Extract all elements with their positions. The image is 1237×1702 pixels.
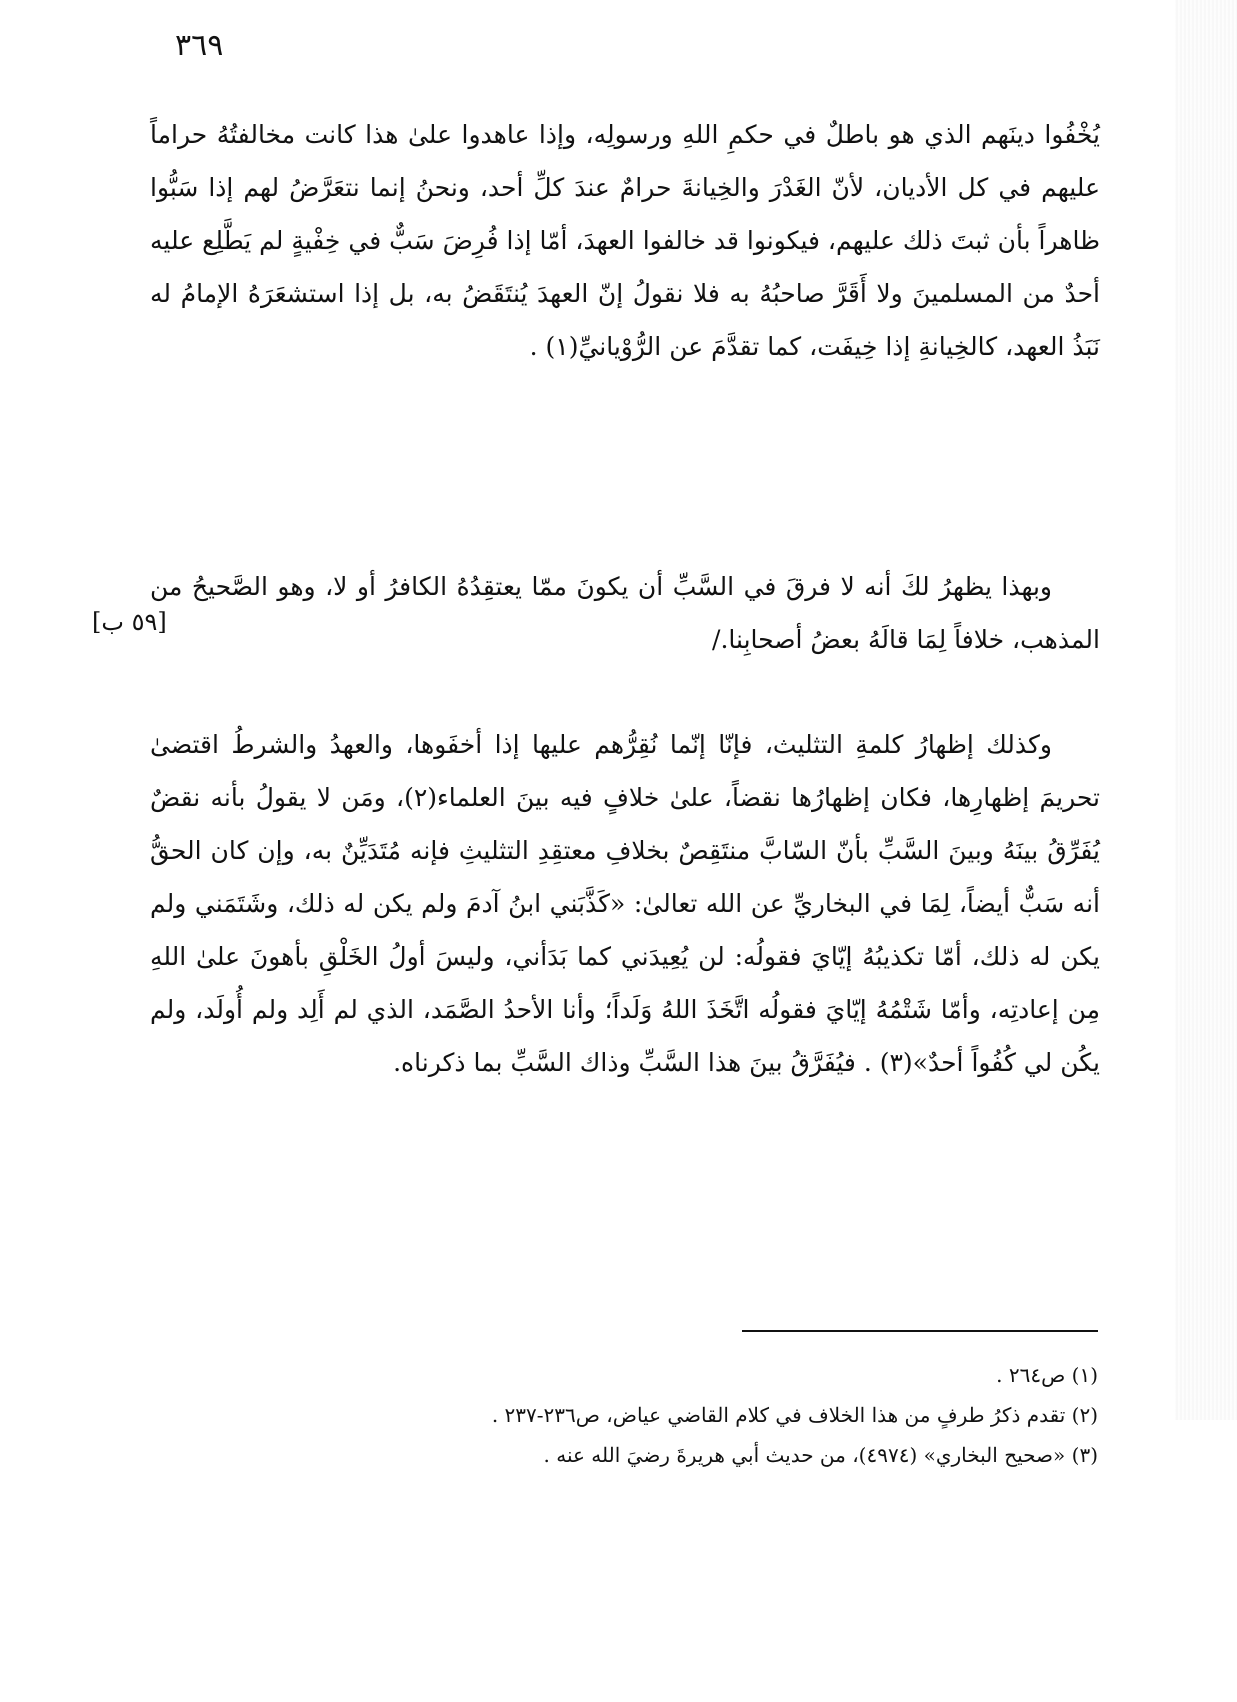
footnote-divider bbox=[742, 1330, 1098, 1332]
paragraph-text: وكذلك إظهارُ كلمةِ التثليث، فإنّا إنّما نُقِرُّهم عليها إذا أخفَوها، والعهدُ والشرطُ اقتضىٰ تحريمَ إظهارِها، فكان إظهارُها نقضاً، علىٰ خلافٍ فيه بينَ العلماء(٢)، ومَن لا يقولُ بأنه نقضٌ يُفَرِّقُ بينَهُ وبينَ السَّبِّ بأنّ السّابَّ منتَقِصٌ بخلافِ معتقِدِ التثليثِ فإنه مُتَدَيِّنٌ به، وإن كان الحقُّ أنه سَبٌّ أيضاً، لِمَا في البخاريِّ عن الله تعالىٰ: «كَذَّبَني ابنُ آدمَ ولم يكن له ذلك، وشَتَمَني ولم يكن له ذلك، أمّا تكذيبُهُ إيّايَ فقولُه: لن يُعِيدَني كما بَدَأني، وليسَ أولُ الخَلْقِ بأهونَ علىٰ اللهِ مِن إعادتِه، وأمّا شَتْمُهُ إيّايَ فقولُه اتَّخَذَ اللهُ وَلَداً؛ وأنا الأحدُ الصَّمَد، الذي لم أَلِد ولم أُولَد، ولم يكُن لي كُفُواً أحدٌ»(٣) . فيُفَرَّقُ بينَ هذا السَّبِّ وذاك السَّبِّ بما ذكرناه. bbox=[150, 730, 1100, 1077]
footnotes bbox=[220, 1355, 1098, 1475]
manuscript-folio-note: [٥٩ ب] bbox=[92, 608, 167, 636]
footnote-3: (٣) «صحيح البخاري» (٤٩٧٤)، من حديث أبي هريرةَ رضيَ الله عنه . bbox=[543, 1443, 1098, 1467]
footnote-2: (٢) تقدم ذكرُ طرفٍ من هذا الخلاف في كلام القاضي عياض، ص٢٣٦-٢٣٧ . bbox=[491, 1403, 1098, 1427]
paragraph-text: وبهذا يظهرُ لكَ أنه لا فرقَ في السَّبِّ أن يكونَ ممّا يعتقِدُهُ الكافرُ أو لا، وهو الصَّحيحُ من المذهب، خلافاً لِمَا قالَهُ بعضُ أصحابِنا./ bbox=[150, 572, 1100, 654]
footnote-1: (١) ص٢٦٤ . bbox=[996, 1363, 1098, 1387]
paragraph-text: يُخْفُوا دينَهم الذي هو باطلٌ في حكمِ اللهِ ورسولِه، وإذا عاهدوا علىٰ هذا كانت مخالفتُهُ حراماً عليهم في كل الأديان، لأنّ الغَدْرَ والخِيانةَ حرامٌ عندَ كلِّ أحد، ونحنُ إنما نتعَرَّضُ لهم إذا سَبُّوا ظاهراً بأن ثبتَ ذلك عليهم، فيكونوا قد خالفوا العهدَ، أمّا إذا فُرِضَ سَبٌّ في خِفْيةٍ لم يَطَّلِع عليه أحدٌ من المسلمينَ ولا أَقَرَّ صاحبُهُ به فلا نقولُ إنّ العهدَ يُنتَقَضُ به، بل إذا استشعَرَهُ الإمامُ له نَبَذُ العهد، كالخِيانةِ إذا خِيفَت، كما تقدَّمَ عن الرُّوْيانيِّ(١) . bbox=[150, 120, 1100, 361]
body-paragraph-3 bbox=[150, 718, 1100, 1089]
scan-edge-shadow bbox=[1175, 0, 1237, 1420]
page-number: ٣٦٩ bbox=[175, 28, 224, 63]
body-paragraph-1 bbox=[150, 108, 1100, 373]
body-paragraph-2 bbox=[150, 560, 1100, 666]
